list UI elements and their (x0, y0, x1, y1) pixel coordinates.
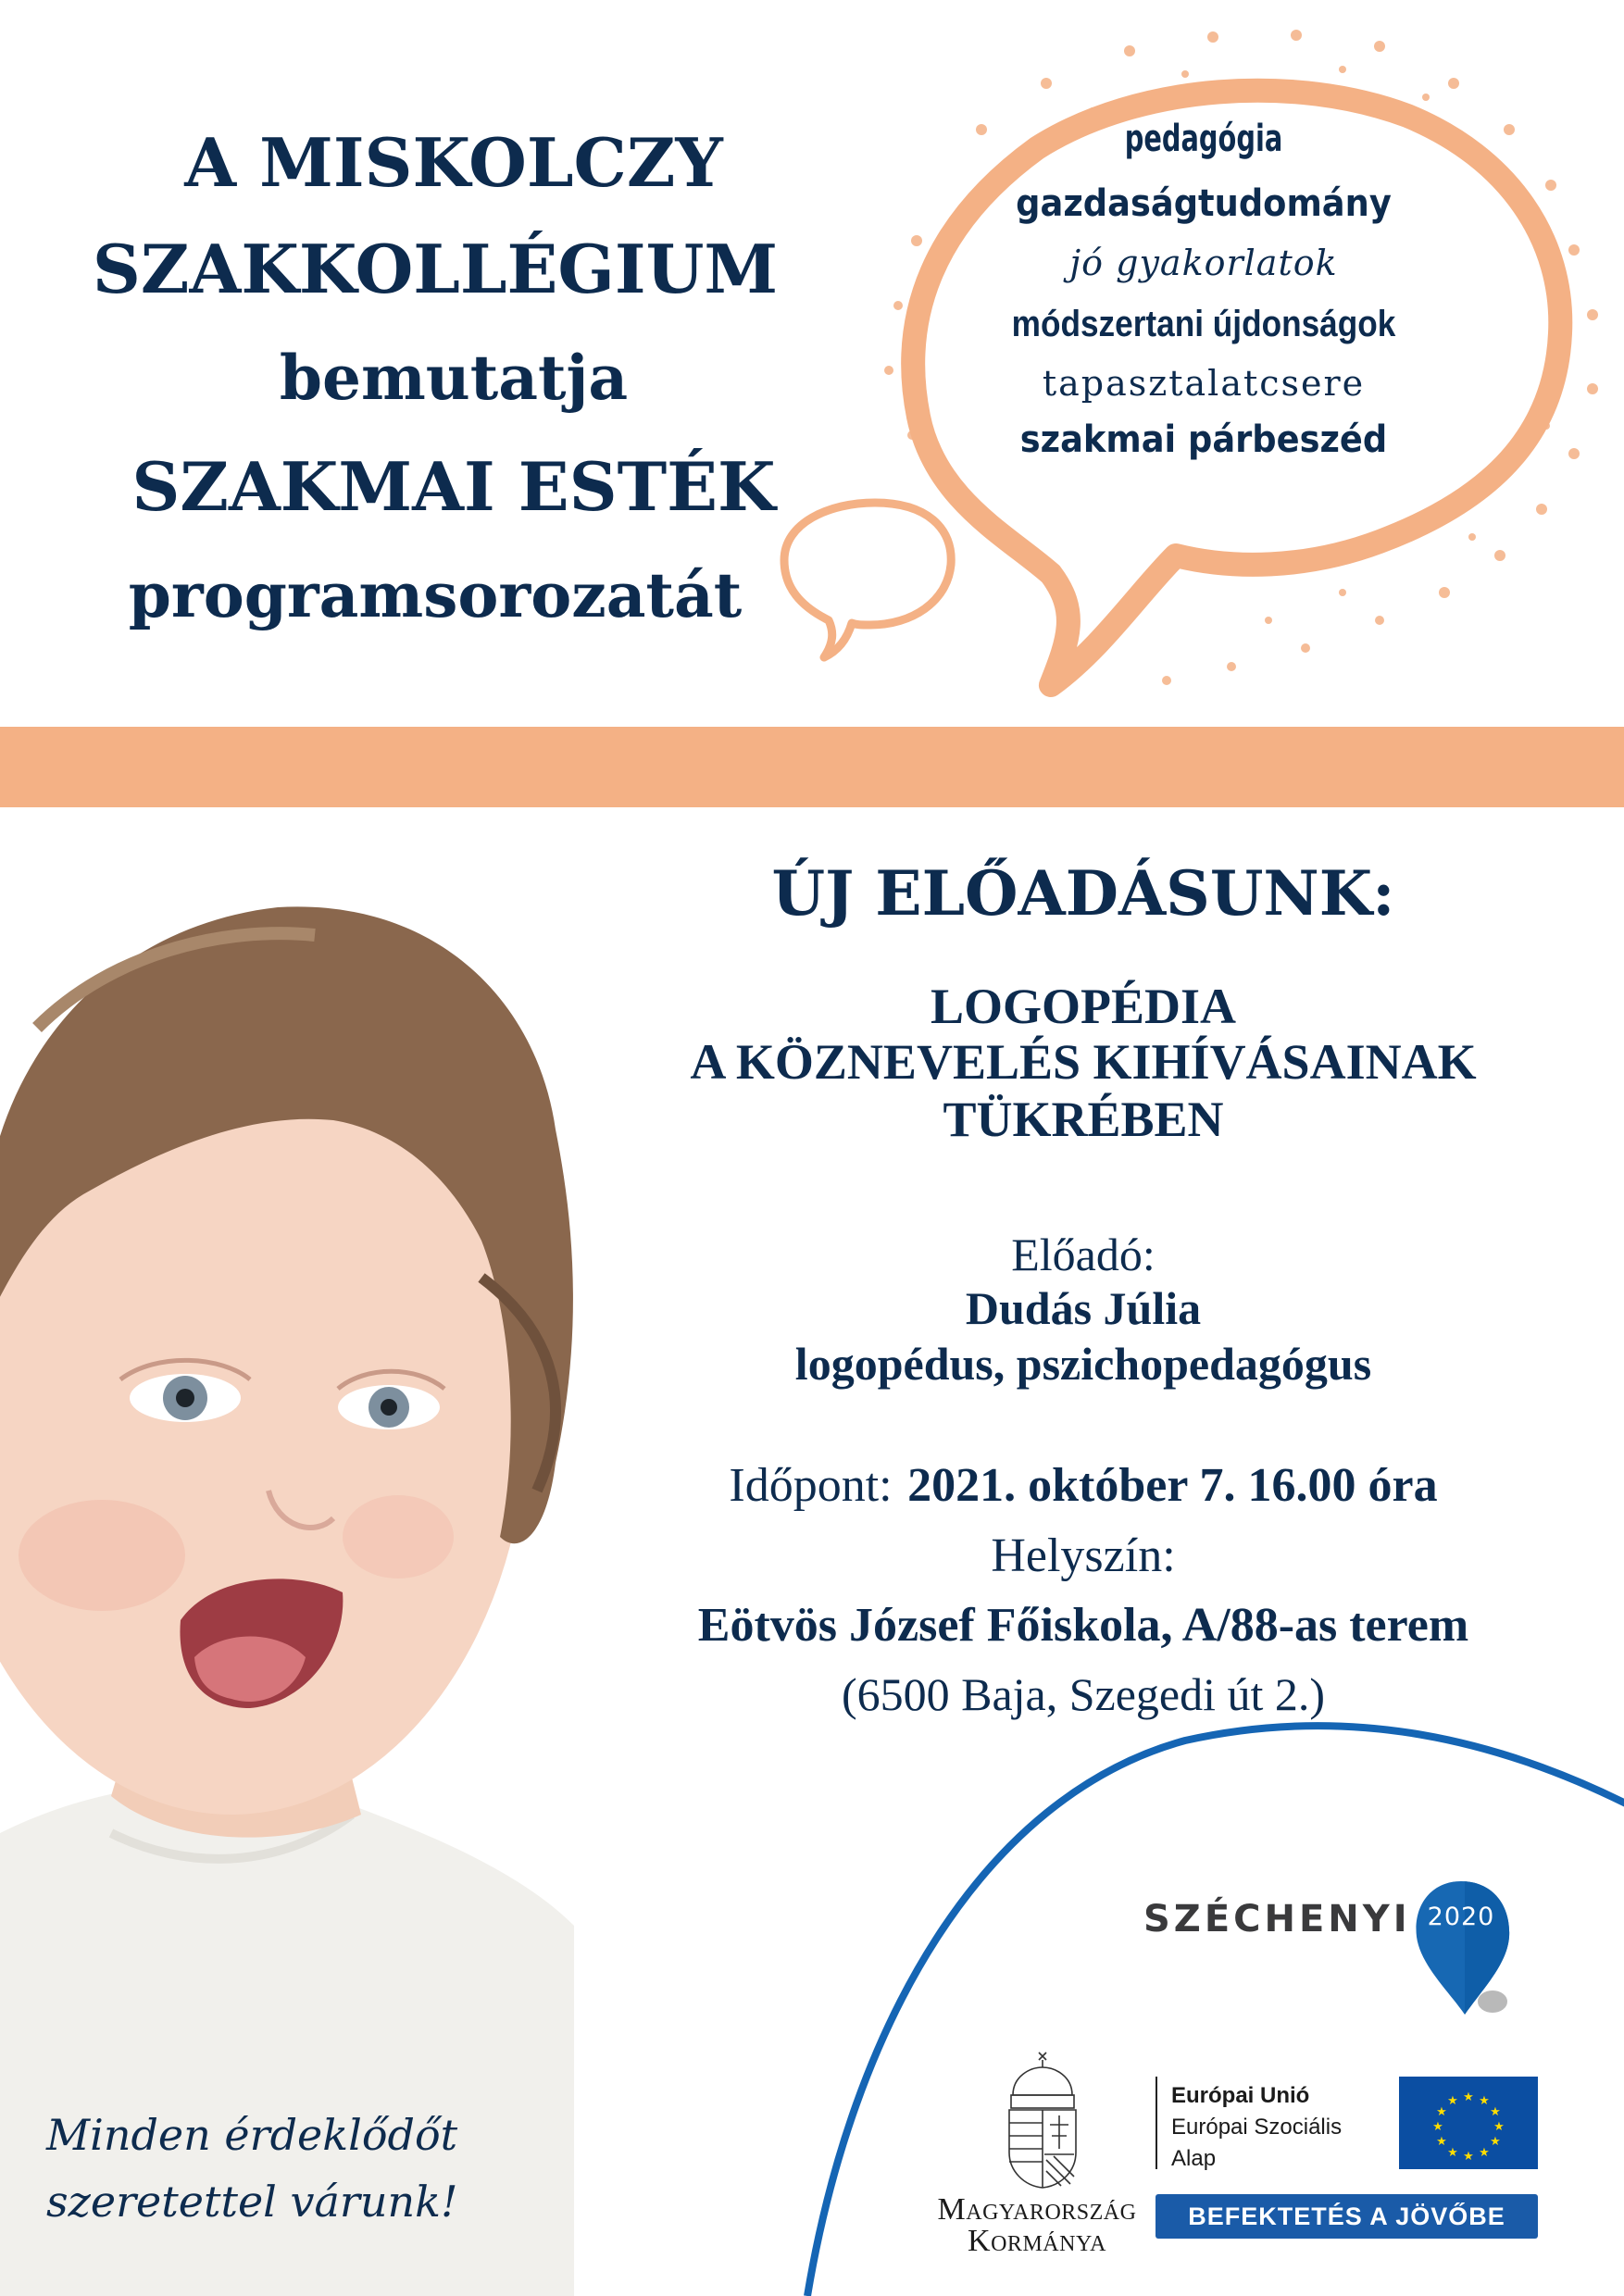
eu-fund-text (1171, 2080, 1342, 2175)
eu-slogan-bar: BEFEKTETÉS A JÖVŐBE (1156, 2194, 1538, 2239)
svg-text:★: ★ (1463, 2090, 1474, 2104)
closing-line: Minden érdeklődőt (46, 2110, 458, 2160)
svg-text:★: ★ (1490, 2105, 1501, 2119)
eu-divider (1156, 2077, 1157, 2169)
svg-text:★: ★ (1493, 2120, 1505, 2134)
topic-item: szakmai párbeszéd (1019, 418, 1388, 461)
topic-item: pedagógia (1124, 118, 1283, 160)
svg-text:★: ★ (1432, 2120, 1443, 2134)
event-title-line: LOGOPÉDIA (930, 979, 1237, 1034)
topic-item: jó gyakorlatok (1069, 243, 1338, 283)
intro-line-presents: bemutatja (279, 342, 629, 414)
presenter-role: logopédus, pszichopedagógus (794, 1338, 1372, 1390)
intro-line-program: programsorozatát (128, 559, 743, 631)
eu-flag-icon (1399, 2077, 1538, 2169)
time-value: 2021. október 7. 16.00 óra (907, 1459, 1438, 1512)
svg-text:★: ★ (1436, 2105, 1447, 2119)
intro-line-org2: SZAKKOLLÉGIUM (92, 230, 779, 308)
topic-item: tapasztalatcsere (1042, 363, 1366, 404)
event-title-line: TÜKRÉBEN (943, 1092, 1224, 1147)
government-line: Magyarország (937, 2192, 1137, 2227)
svg-text:★: ★ (1447, 2094, 1458, 2108)
event-title-line: A KÖZNEVELÉS KIHÍVÁSAINAK (690, 1034, 1477, 1090)
szechenyi-text: SZÉCHENYI (1143, 1898, 1411, 1940)
presenter-label: Előadó: (1011, 1229, 1156, 1280)
child-photo (0, 889, 611, 2296)
event-time (593, 1461, 1574, 1510)
event-heading: ÚJ ELŐADÁSUNK: (771, 857, 1395, 930)
svg-text:★: ★ (1447, 2146, 1458, 2160)
location-pin-icon (1407, 1879, 1518, 2018)
svg-text:★: ★ (1490, 2135, 1501, 2149)
place-value: Eötvös József Főiskola, A/88-as terem (697, 1599, 1469, 1652)
intro-line-series: SZAKMAI ESTÉK (131, 447, 776, 526)
szechenyi-2020-logo (1143, 1898, 1411, 1940)
hungarian-coat-of-arms-icon (993, 2051, 1094, 2190)
government-label (931, 2194, 1143, 2257)
closing-message (46, 2102, 528, 2235)
place-address: (6500 Baja, Szegedi út 2.) (841, 1668, 1326, 1720)
svg-text:★: ★ (1463, 2150, 1474, 2164)
time-label: Időpont: (729, 1459, 893, 1512)
place-label: Helyszín: (991, 1529, 1176, 1582)
eu-line: Alap (1171, 2146, 1217, 2171)
closing-line: szeretettel várunk! (46, 2177, 458, 2227)
eu-line: Európai Unió (1171, 2083, 1310, 2108)
presenter-name: Dudás Júlia (965, 1282, 1202, 1334)
svg-text:★: ★ (1436, 2135, 1447, 2149)
eu-line: Európai Szociális (1171, 2115, 1343, 2140)
topic-item: gazdaságtudomány (1016, 182, 1392, 225)
szechenyi-year: 2020 (1427, 1903, 1495, 1931)
intro-line-org: A MISKOLCZY (184, 123, 723, 202)
government-line: Kormánya (968, 2224, 1106, 2258)
topic-item: módszertani újdonságok (1011, 304, 1396, 344)
svg-text:★: ★ (1479, 2094, 1490, 2108)
orange-divider-band (0, 727, 1624, 807)
svg-text:★: ★ (1479, 2146, 1490, 2160)
